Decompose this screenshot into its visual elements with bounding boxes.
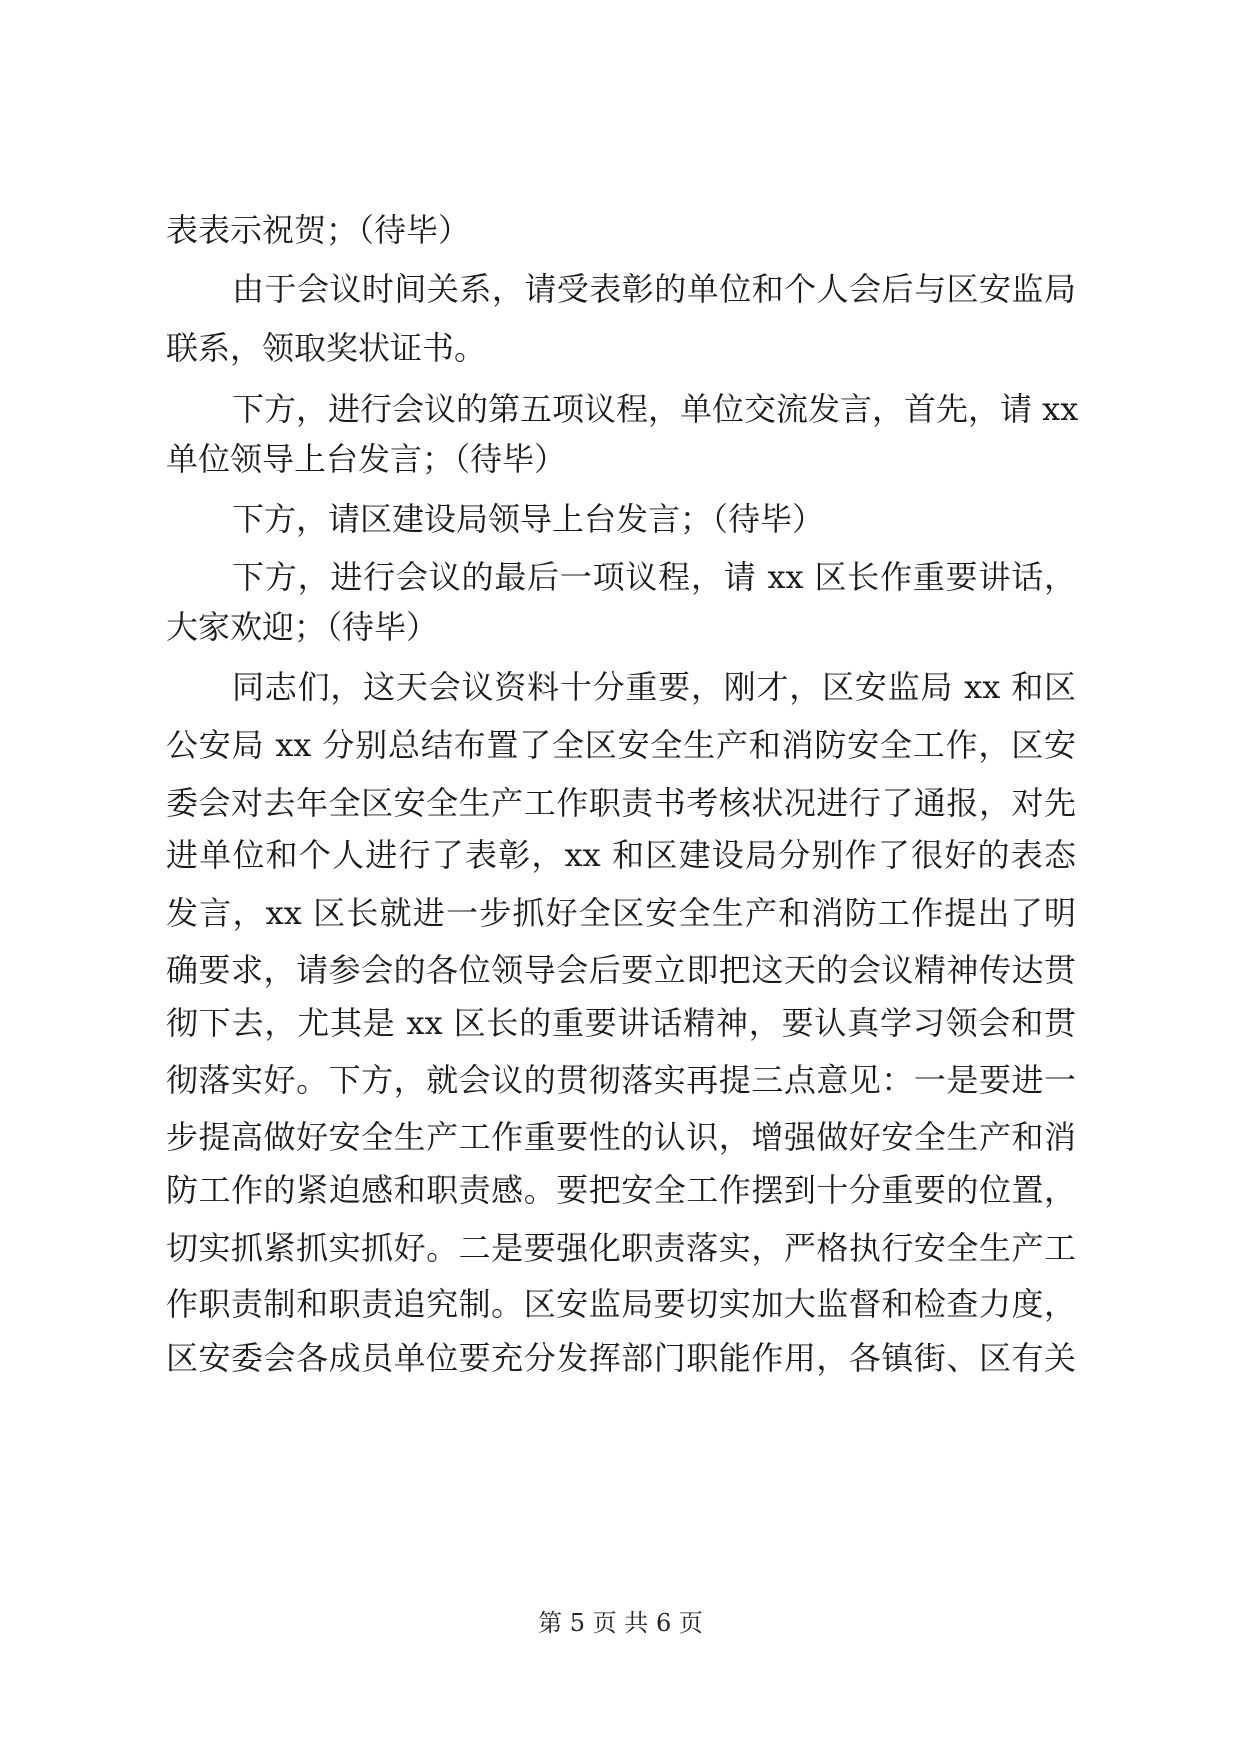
- page-number-footer: 第 5 页 共 6 页: [538, 1609, 703, 1637]
- text-line: 由于会议时间关系，请受表彰的单位和个人会后与区安监局: [232, 270, 1076, 308]
- text-line: 下方，进行会议的第五项议程，单位交流发言，首先，请 xx: [232, 390, 1079, 428]
- text-line: 同志们，这天会议资料十分重要，刚才，区安监局 xx 和区: [232, 668, 1076, 706]
- text-line: 防工作的紧迫感和职责感。要把安全工作摆到十分重要的位置，: [166, 1171, 1076, 1209]
- text-line: 区安委会各成员单位要充分发挥部门职能作用，各镇街、区有关: [166, 1339, 1076, 1377]
- text-line: 下方，请区建设局领导上台发言；（待毕）: [232, 500, 825, 538]
- text-line: 大家欢迎；（待毕）: [166, 608, 439, 646]
- text-line: 彻落实好。下方，就会议的贯彻落实再提三点意见：一是要进一: [166, 1061, 1076, 1099]
- text-line: 作职责制和职责追究制。区安监局要切实加大监督和检查力度，: [166, 1285, 1076, 1323]
- text-line: 下方，进行会议的最后一项议程，请 xx 区长作重要讲话，: [232, 558, 1076, 596]
- text-line: 公安局 xx 分别总结布置了全区安全生产和消防安全工作，区安: [166, 726, 1076, 764]
- text-line: 切实抓紧抓实抓好。二是要强化职责落实，严格执行安全生产工: [166, 1229, 1076, 1267]
- text-line: 单位领导上台发言；（待毕）: [166, 440, 567, 478]
- text-line: 发言，xx 区长就进一步抓好全区安全生产和消防工作提出了明: [166, 894, 1076, 932]
- text-line: 彻下去，尤其是 xx 区长的重要讲话精神，要认真学习领会和贯: [166, 1004, 1076, 1042]
- text-line: 委会对去年全区安全生产工作职责书考核状况进行了通报，对先: [166, 784, 1076, 822]
- text-line: 表表示祝贺；（待毕）: [166, 211, 471, 249]
- text-line: 进单位和个人进行了表彰，xx 和区建设局分别作了很好的表态: [166, 836, 1076, 874]
- text-line: 步提高做好安全生产工作重要性的认识，增强做好安全生产和消: [166, 1118, 1076, 1156]
- text-line: 联系，领取奖状证书。: [166, 329, 487, 367]
- text-line: 确要求，请参会的各位领导会后要立即把这天的会议精神传达贯: [166, 951, 1076, 989]
